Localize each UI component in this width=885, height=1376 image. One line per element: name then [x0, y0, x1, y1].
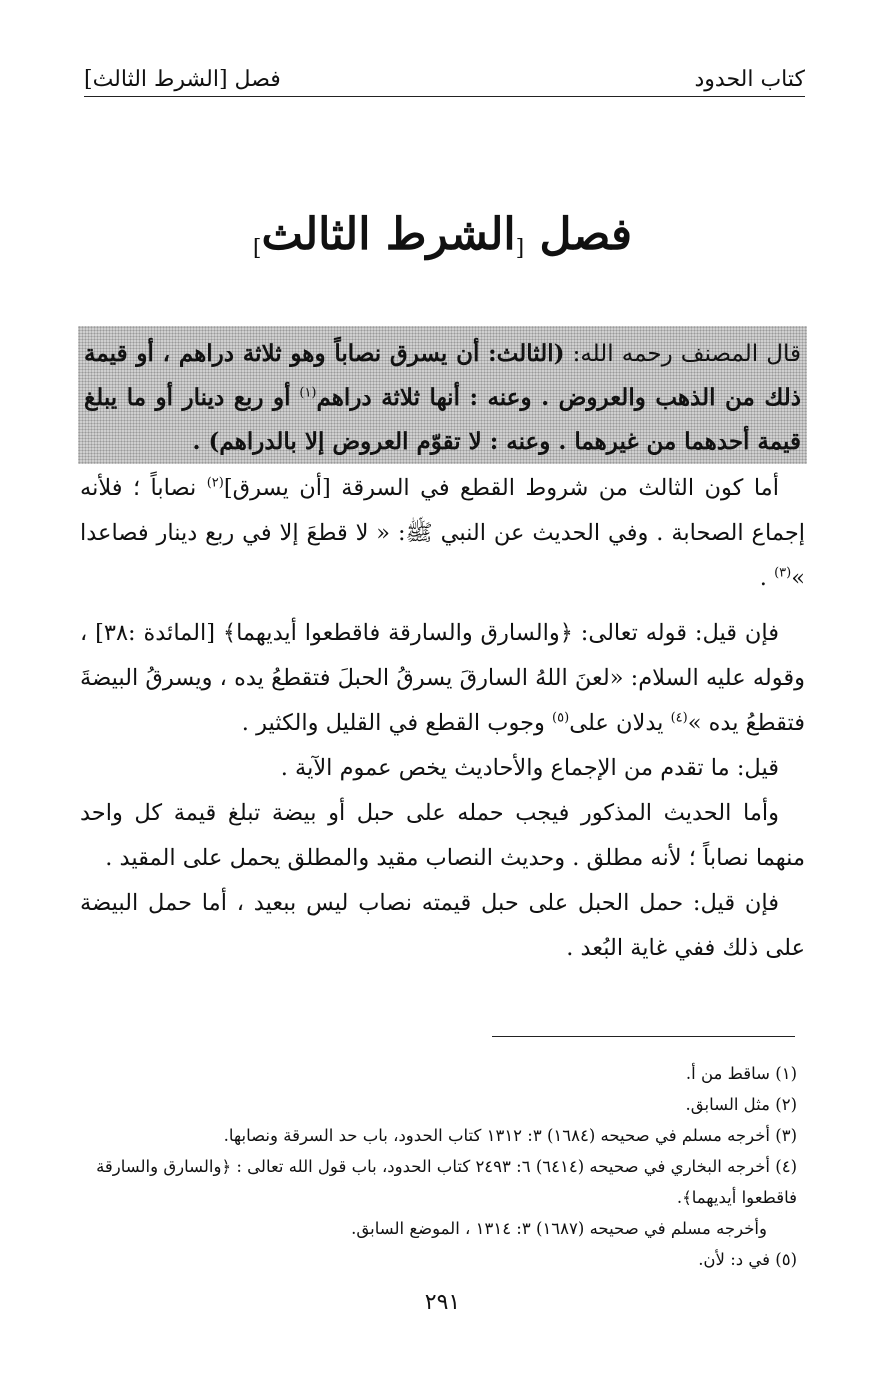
section-title-main: فصل [539, 209, 633, 260]
title-bracket-open: [ [515, 236, 525, 261]
paragraph-text: فإن قيل: قوله تعالى: ﴿والسارق والسارقة فاقطعوا أيديهما﴾ [المائدة :٣٨] ، وقوله عليه السلام: «لعنَ اللهُ السارقَ يسرقُ الحبلَ فتقطعُ يده ، ويسرقُ البيضةَ فتقطعُ يده » [80, 620, 805, 736]
paragraph: وأما الحديث المذكور فيجب حمله على حبل أو بيضة تبلغ قيمة كل واحد منهما نصاباً ؛ لأنه مطلق . وحديث النصاب مقيد والمطلق يحمل على المقيد . [80, 800, 805, 871]
footnote-ref[interactable]: (٤) [670, 710, 688, 726]
matn-shaded-block [78, 326, 807, 464]
paragraph [80, 611, 805, 746]
paragraph-text: أما كون الثالث من شروط القطع في السرقة [أن يسرق] [223, 475, 779, 501]
paragraph [80, 466, 805, 601]
running-header [84, 52, 805, 97]
footnote-continuation: وأخرجه مسلم في صحيحه (١٦٨٧) ٣: ١٣١٤ ، الموضع السابق. [351, 1219, 767, 1238]
footnote-ref[interactable]: (١) [299, 385, 317, 401]
footnote-divider [492, 1036, 795, 1037]
footnote-ref[interactable]: (٣) [774, 565, 792, 581]
footnote: (٣) أخرجه مسلم في صحيحه (١٦٨٤) ٣: ١٣١٢ كتاب الحدود، باب حد السرقة ونصابها. [223, 1126, 797, 1145]
paragraph-text: وجوب القطع في القليل والكثير . [241, 710, 545, 736]
paragraph: قيل: ما تقدم من الإجماع والأحاديث يخص عموم الآية . [280, 755, 779, 781]
page-number: ٢٩١ [424, 1290, 461, 1315]
paragraph: فإن قيل: حمل الحبل على حبل قيمته نصاب ليس ببعيد ، أما حمل البيضة على ذلك ففي غاية البُعد . [80, 890, 805, 961]
footnote: (١) ساقط من أ. [685, 1064, 797, 1083]
footnote: (٥) في د: لأن. [698, 1250, 797, 1269]
matn-lead: قال المصنف رحمه الله: [572, 341, 802, 367]
header-section-title: فصل [الشرط الثالث] [84, 67, 281, 92]
matn-text-1: (الثالث: أن يسرق نصاباً وهو ثلاثة دراهم ، أو قيمة ذلك من الذهب والعروض . وعنه : أنها ثلاثة دراهم [84, 340, 801, 411]
footnote-ref[interactable]: (٢) [206, 475, 224, 491]
footnote: (٤) أخرجه البخاري في صحيحه (٦٤١٤) ٦: ٢٤٩٣ كتاب الحدود، باب قول الله تعالى : ﴿والسارق والسارقة فاقطعوا أيديهما﴾. [96, 1157, 797, 1207]
paragraph-text: نصاباً ؛ فلأنه إجماع الصحابة . وفي الحديث عن النبي ﷺ: « لا قطعَ إلا في ربع دينار فصاعدا » [80, 475, 805, 591]
footnote-ref[interactable]: (٥) [552, 710, 570, 726]
matn-text-2: أو ربع دينار أو ما يبلغ قيمة أحدهما من غيرهما . وعنه : لا تقوّم العروض إلا بالدراهم) . [84, 384, 801, 455]
footnotes [84, 1058, 797, 1275]
commentary-body [80, 466, 805, 971]
section-title-inner: الشرط الثالث [261, 209, 516, 260]
footnote: (٢) مثل السابق. [685, 1095, 797, 1114]
title-bracket-close: ] [252, 236, 262, 261]
section-title [80, 200, 805, 284]
paragraph-text: . [759, 565, 767, 591]
header-book-title: كتاب الحدود [694, 67, 805, 92]
paragraph-text: يدلان على [569, 710, 664, 736]
